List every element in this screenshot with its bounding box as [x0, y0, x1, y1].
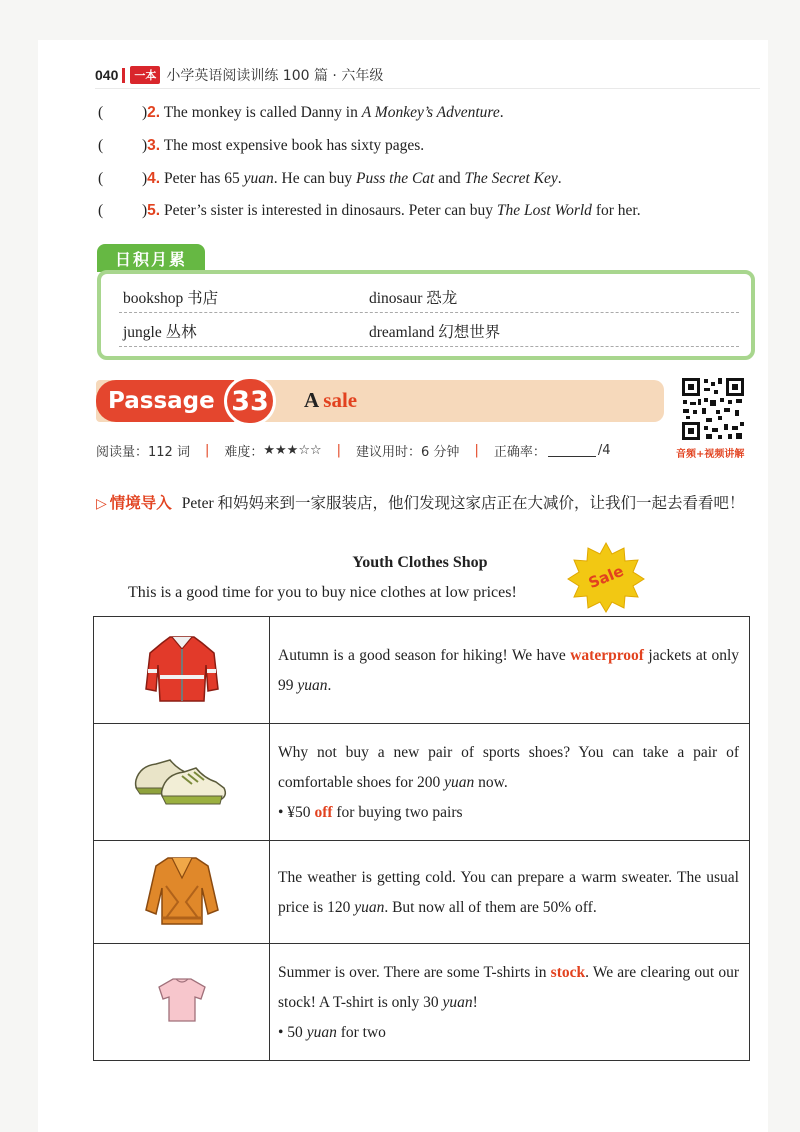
- book-title-italic: Puss the Cat: [355, 170, 435, 187]
- question-5: [98, 202, 641, 220]
- item-description: [270, 617, 750, 724]
- intro-tag-label: 情境导入: [109, 494, 172, 512]
- header-rule: [95, 88, 760, 89]
- difficulty-label: 难度：: [224, 445, 264, 460]
- vocab-item: bookshop 书店: [123, 290, 219, 307]
- question-number: 3.: [147, 137, 161, 154]
- question-text: The monkey is called Danny in: [163, 104, 362, 121]
- item-description: [270, 944, 750, 1061]
- description-text: Why not buy a new pair of sports shoes? You can take a pair of comfortable shoes for 200: [278, 744, 739, 791]
- offer-bullet: [278, 1018, 739, 1048]
- accuracy-label: 正确率：: [493, 445, 546, 460]
- book-title-italic: A Monkey’s Adventure: [361, 104, 500, 121]
- highlight-word: stock: [550, 964, 586, 981]
- difficulty-stars-empty: ☆☆: [298, 443, 322, 458]
- description-text: . We are clearing out our stock! A T-shirt is only 30: [278, 964, 739, 1011]
- book-title-italic: The Lost World: [496, 202, 592, 219]
- shop-items-table: [93, 616, 750, 1061]
- shop-subtitle: This is a good time for you to buy nice clothes at low prices!: [128, 584, 517, 601]
- question-2: [98, 104, 504, 122]
- answer-blank-close: ): [142, 137, 148, 154]
- book-title-italic: The Secret Key: [464, 170, 558, 187]
- vocab-row: [119, 280, 739, 313]
- description-text: Summer is over. There are some T-shirts in: [278, 964, 551, 981]
- scenario-intro: [96, 487, 756, 520]
- answer-blank-open[interactable]: (: [98, 202, 104, 219]
- separator: |: [204, 443, 210, 458]
- play-arrow-icon: ▷: [96, 496, 107, 512]
- description-text: Autumn is a good season for hiking! We have: [278, 647, 571, 664]
- question-4: [98, 170, 562, 188]
- description-text: .: [327, 677, 332, 694]
- currency-italic: yuan: [306, 1024, 337, 1041]
- highlight-word: off: [314, 804, 333, 821]
- currency-italic: yuan: [442, 994, 473, 1011]
- item-image-cell: [94, 617, 270, 724]
- page-header: [95, 64, 383, 86]
- currency-italic: yuan: [297, 677, 328, 694]
- answer-blank-open[interactable]: (: [98, 170, 104, 187]
- page-number: 040: [95, 67, 119, 83]
- description-text: now.: [474, 774, 508, 791]
- vocab-item: dinosaur 恐龙: [369, 290, 458, 307]
- shop-title: Youth Clothes Shop: [352, 554, 488, 571]
- bullet-text: • 50: [278, 1024, 307, 1041]
- jacket-icon: [142, 631, 222, 705]
- question-number: 4.: [147, 170, 161, 187]
- item-image-cell: [94, 841, 270, 944]
- passage-title-text: A: [304, 388, 324, 412]
- sale-sticker-text: Sale: [585, 561, 627, 593]
- passage-title: [304, 388, 357, 413]
- suggested-time: 建议用时：6 分钟: [356, 445, 460, 460]
- intro-tag: [96, 494, 172, 512]
- separator: |: [336, 443, 342, 458]
- description-text: The weather is getting cold. You can prepare a warm sweater. The usual price is 120: [278, 869, 739, 916]
- sale-sticker-icon: [567, 541, 645, 613]
- passage-title-highlight: sale: [323, 388, 358, 412]
- question-text: and: [434, 170, 465, 187]
- question-text: .: [499, 104, 504, 121]
- intro-text: Peter 和妈妈来到一家服装店，他们发现这家店正在大减价，让我们一起去看看吧！: [181, 495, 745, 512]
- currency-italic: yuan: [354, 899, 385, 916]
- word-count: 阅读量：112 词: [96, 445, 190, 460]
- vocab-item: dreamland 幻想世界: [369, 324, 501, 341]
- bullet-text: for buying two pairs: [332, 804, 463, 821]
- item-description: [270, 724, 750, 841]
- offer-bullet: [278, 798, 739, 828]
- table-row: [94, 944, 750, 1061]
- vocab-box: [97, 270, 755, 360]
- difficulty-stars-filled: ★★★: [263, 443, 299, 458]
- table-row: [94, 724, 750, 841]
- item-description: [270, 841, 750, 944]
- bullet-text: • ¥50: [278, 804, 315, 821]
- question-text: for her.: [591, 202, 641, 219]
- sports-shoes-icon: [132, 750, 232, 810]
- highlight-word: waterproof: [570, 647, 644, 664]
- vocab-box-title: 日积月累: [97, 244, 205, 272]
- answer-blank-close: ): [142, 170, 148, 187]
- separator: |: [474, 443, 479, 458]
- accuracy-input[interactable]: [548, 444, 596, 457]
- question-number: 5.: [147, 202, 161, 219]
- accuracy-total: /4: [597, 443, 611, 458]
- currency-italic: yuan: [243, 170, 274, 187]
- question-text: The most expensive book has sixty pages.: [163, 137, 425, 154]
- item-image-cell: [94, 944, 270, 1061]
- answer-blank-open[interactable]: (: [98, 104, 104, 121]
- table-row: [94, 841, 750, 944]
- sweater-icon: [142, 852, 222, 928]
- description-text: !: [472, 994, 478, 1011]
- currency-italic: yuan: [444, 774, 475, 791]
- question-3: [98, 137, 424, 155]
- qr-code-icon[interactable]: [680, 376, 746, 442]
- table-row: [94, 617, 750, 724]
- description-text: . But now all of them are 50% off.: [384, 899, 597, 916]
- header-divider: [122, 68, 125, 83]
- question-text: .: [557, 170, 562, 187]
- answer-blank-close: ): [142, 202, 148, 219]
- bullet-text: for two: [336, 1024, 386, 1041]
- question-text: Peter has 65: [163, 170, 244, 187]
- answer-blank-close: ): [142, 104, 148, 121]
- t-shirt-icon: [155, 975, 209, 1025]
- item-image-cell: [94, 724, 270, 841]
- passage-label: Passage: [96, 380, 234, 422]
- brand-logo: 一本: [130, 66, 160, 84]
- passage-number: 33: [224, 376, 276, 426]
- qr-caption: 音频+视频讲解: [676, 449, 745, 460]
- answer-blank-open[interactable]: (: [98, 137, 104, 154]
- question-text: . He can buy: [273, 170, 356, 187]
- question-number: 2.: [147, 104, 161, 121]
- question-text: Peter’s sister is interested in dinosaurs. Peter can buy: [163, 202, 497, 219]
- book-title: 小学英语阅读训练 100 篇 · 六年级: [166, 68, 384, 84]
- description-text: jackets at only 99: [278, 647, 739, 694]
- vocab-item: jungle 丛林: [123, 324, 197, 341]
- passage-meta: [96, 441, 611, 460]
- vocab-row: [119, 314, 739, 347]
